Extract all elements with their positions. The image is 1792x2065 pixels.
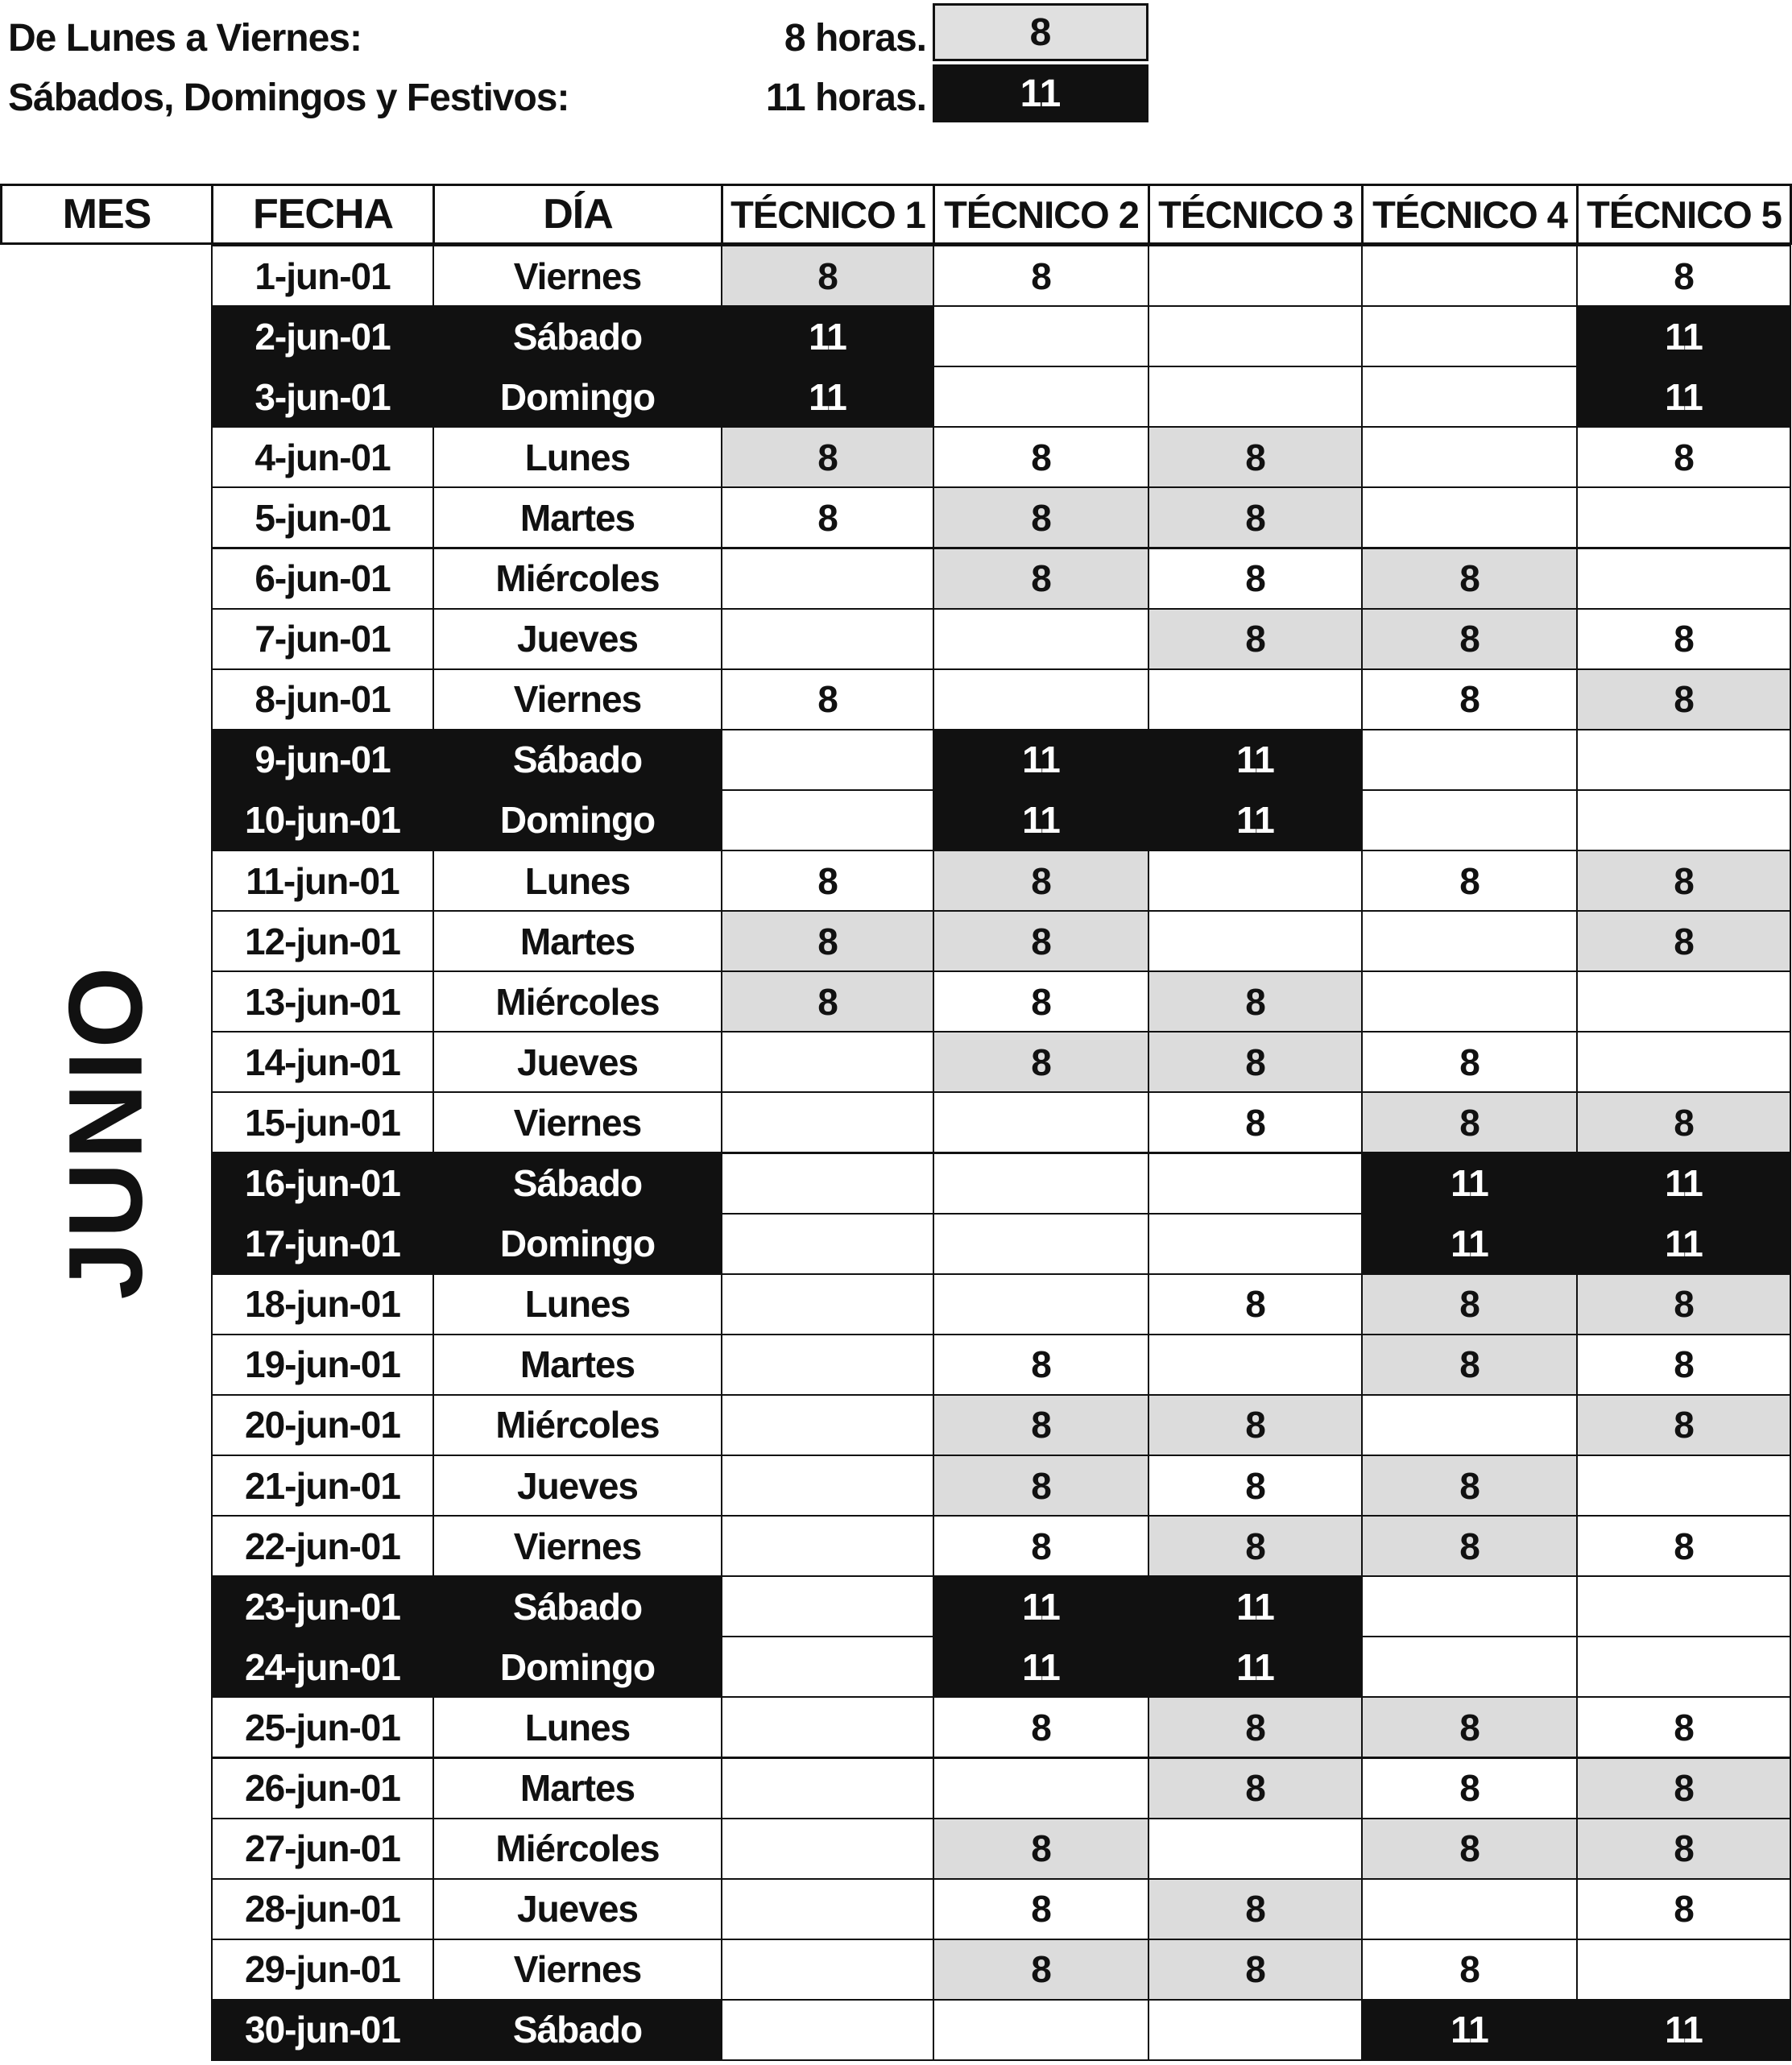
tecnico-2-hours-cell: 8 [933,548,1149,610]
tecnico-3-hours-cell: 8 [1148,1394,1363,1456]
fecha-cell: 27-jun-01 [211,1818,434,1880]
tecnico-3-hours-cell: 8 [1148,1455,1363,1517]
header-tecnico-5: TÉCNICO 5 [1576,184,1792,245]
legend-weekday-hours: 8 horas. [784,17,926,60]
tecnico-5-hours-cell: 8 [1576,1091,1791,1153]
dia-cell: Martes [432,910,722,972]
tecnico-1-hours-cell: 8 [721,970,934,1032]
tecnico-2-hours-cell [933,305,1149,367]
fecha-cell: 30-jun-01 [211,1999,434,2061]
tecnico-3-hours-cell: 8 [1148,1696,1363,1758]
tecnico-5-hours-cell: 8 [1576,245,1791,307]
tecnico-2-hours-cell [933,1091,1149,1153]
tecnico-4-hours-cell: 8 [1361,1334,1578,1396]
header-tecnico-4: TÉCNICO 4 [1361,184,1579,245]
dia-cell: Miércoles [432,1394,722,1456]
tecnico-2-hours-cell: 11 [933,789,1149,851]
tecnico-4-hours-cell: 8 [1361,1818,1578,1880]
tecnico-5-hours-cell [1576,1031,1791,1093]
tecnico-4-hours-cell: 8 [1361,1515,1578,1577]
tecnico-4-hours-cell: 8 [1361,548,1578,610]
fecha-cell: 6-jun-01 [211,548,434,610]
tecnico-2-hours-cell [933,1273,1149,1335]
fecha-cell: 20-jun-01 [211,1394,434,1456]
dia-cell: Miércoles [432,1818,722,1880]
tecnico-5-hours-cell: 8 [1576,1394,1791,1456]
legend-weekday-label: De Lunes a Viernes: [8,17,362,60]
dia-cell: Viernes [432,245,722,307]
tecnico-4-hours-cell [1361,1394,1578,1456]
fecha-cell: 4-jun-01 [211,426,434,488]
tecnico-2-hours-cell [933,366,1149,428]
tecnico-4-hours-cell: 8 [1361,668,1578,730]
tecnico-1-hours-cell: 8 [721,245,934,307]
tecnico-4-hours-cell [1361,426,1578,488]
tecnico-4-hours-cell: 8 [1361,1939,1578,2001]
tecnico-5-hours-cell: 8 [1576,1757,1791,1819]
tecnico-1-hours-cell [721,1939,934,2001]
tecnico-1-hours-cell [721,1394,934,1456]
tecnico-3-hours-cell: 11 [1148,729,1363,791]
dia-cell: Viernes [432,1091,722,1153]
dia-cell: Domingo [432,1213,722,1275]
tecnico-4-hours-cell: 8 [1361,1091,1578,1153]
tecnico-3-hours-cell [1148,668,1363,730]
tecnico-1-hours-cell [721,1818,934,1880]
tecnico-5-hours-cell: 11 [1576,366,1791,428]
tecnico-2-hours-cell [933,1213,1149,1275]
tecnico-3-hours-cell: 8 [1148,608,1363,670]
tecnico-1-hours-cell: 8 [721,850,934,912]
tecnico-3-hours-cell: 8 [1148,1757,1363,1819]
tecnico-4-hours-cell [1361,970,1578,1032]
fecha-cell: 9-jun-01 [211,729,434,791]
fecha-cell: 7-jun-01 [211,608,434,670]
tecnico-5-hours-cell: 11 [1576,305,1791,367]
dia-cell: Lunes [432,850,722,912]
tecnico-3-hours-cell: 8 [1148,1939,1363,2001]
dia-cell: Domingo [432,1636,722,1698]
tecnico-3-hours-cell: 8 [1148,1091,1363,1153]
tecnico-5-hours-cell: 8 [1576,1878,1791,1940]
tecnico-3-hours-cell [1148,305,1363,367]
tecnico-2-hours-cell [933,1999,1149,2061]
tecnico-1-hours-cell [721,1334,934,1396]
dia-cell: Sábado [432,729,722,791]
tecnico-2-hours-cell: 8 [933,1455,1149,1517]
legend-weekend-hours: 11 horas. [765,77,926,119]
tecnico-5-hours-cell: 8 [1576,1696,1791,1758]
tecnico-5-hours-cell [1576,970,1791,1032]
tecnico-5-hours-cell [1576,1575,1791,1637]
header-mes: MES [0,184,213,245]
tecnico-5-hours-cell: 8 [1576,426,1791,488]
tecnico-4-hours-cell: 8 [1361,1273,1578,1335]
tecnico-3-hours-cell: 8 [1148,548,1363,610]
tecnico-3-hours-cell [1148,245,1363,307]
dia-cell: Jueves [432,1878,722,1940]
tecnico-2-hours-cell: 11 [933,1636,1149,1698]
fecha-cell: 23-jun-01 [211,1575,434,1637]
fecha-cell: 26-jun-01 [211,1757,434,1819]
tecnico-2-hours-cell: 8 [933,970,1149,1032]
fecha-cell: 14-jun-01 [211,1031,434,1093]
fecha-cell: 29-jun-01 [211,1939,434,2001]
tecnico-3-hours-cell: 8 [1148,426,1363,488]
tecnico-3-hours-cell: 8 [1148,970,1363,1032]
tecnico-2-hours-cell: 8 [933,1394,1149,1456]
tecnico-2-hours-cell: 8 [933,1939,1149,2001]
tecnico-2-hours-cell: 8 [933,486,1149,548]
fecha-cell: 10-jun-01 [211,789,434,851]
dia-cell: Sábado [432,1575,722,1637]
tecnico-1-hours-cell [721,1757,934,1819]
tecnico-2-hours-cell: 11 [933,1575,1149,1637]
dia-cell: Viernes [432,1939,722,2001]
dia-cell: Jueves [432,1031,722,1093]
fecha-cell: 12-jun-01 [211,910,434,972]
header-tecnico-1: TÉCNICO 1 [721,184,935,245]
tecnico-2-hours-cell: 8 [933,850,1149,912]
tecnico-4-hours-cell: 11 [1361,1213,1578,1275]
tecnico-5-hours-cell [1576,1455,1791,1517]
tecnico-1-hours-cell [721,1455,934,1517]
tecnico-5-hours-cell: 11 [1576,1213,1791,1275]
dia-cell: Sábado [432,1153,722,1215]
tecnico-3-hours-cell [1148,1213,1363,1275]
dia-cell: Martes [432,486,722,548]
fecha-cell: 2-jun-01 [211,305,434,367]
tecnico-2-hours-cell: 8 [933,1878,1149,1940]
tecnico-1-hours-cell: 8 [721,486,934,548]
fecha-cell: 1-jun-01 [211,245,434,307]
fecha-cell: 22-jun-01 [211,1515,434,1577]
tecnico-1-hours-cell: 8 [721,426,934,488]
tecnico-4-hours-cell: 8 [1361,608,1578,670]
tecnico-3-hours-cell: 8 [1148,486,1363,548]
fecha-cell: 18-jun-01 [211,1273,434,1335]
tecnico-1-hours-cell [721,1696,934,1758]
tecnico-5-hours-cell: 8 [1576,1515,1791,1577]
tecnico-3-hours-cell: 11 [1148,789,1363,851]
dia-cell: Sábado [432,1999,722,2061]
header-fecha: FECHA [211,184,435,245]
tecnico-1-hours-cell [721,1153,934,1215]
tecnico-4-hours-cell: 8 [1361,1757,1578,1819]
tecnico-4-hours-cell [1361,1575,1578,1637]
tecnico-4-hours-cell [1361,245,1578,307]
tecnico-5-hours-cell [1576,1939,1791,2001]
tecnico-3-hours-cell: 11 [1148,1575,1363,1637]
tecnico-4-hours-cell: 8 [1361,1696,1578,1758]
fecha-cell: 8-jun-01 [211,668,434,730]
dia-cell: Viernes [432,668,722,730]
month-label [0,930,211,1333]
tecnico-2-hours-cell [933,668,1149,730]
tecnico-2-hours-cell: 8 [933,1515,1149,1577]
fecha-cell: 25-jun-01 [211,1696,434,1758]
tecnico-5-hours-cell: 8 [1576,910,1791,972]
tecnico-2-hours-cell: 8 [933,1031,1149,1093]
tecnico-2-hours-cell: 8 [933,1818,1149,1880]
tecnico-3-hours-cell: 8 [1148,1515,1363,1577]
dia-cell: Lunes [432,426,722,488]
fecha-cell: 3-jun-01 [211,366,434,428]
tecnico-1-hours-cell [721,548,934,610]
tecnico-5-hours-cell [1576,1636,1791,1698]
tecnico-2-hours-cell: 8 [933,245,1149,307]
tecnico-2-hours-cell: 8 [933,1334,1149,1396]
tecnico-2-hours-cell: 11 [933,729,1149,791]
tecnico-3-hours-cell [1148,366,1363,428]
dia-cell: Jueves [432,608,722,670]
dia-cell: Martes [432,1334,722,1396]
dia-cell: Viernes [432,1515,722,1577]
header-tecnico-3: TÉCNICO 3 [1148,184,1364,245]
legend-weekend-label: Sábados, Domingos y Festivos: [8,77,569,119]
dia-cell: Miércoles [432,970,722,1032]
tecnico-2-hours-cell: 8 [933,1696,1149,1758]
tecnico-3-hours-cell [1148,1153,1363,1215]
tecnico-2-hours-cell [933,608,1149,670]
tecnico-1-hours-cell [721,729,934,791]
fecha-cell: 5-jun-01 [211,486,434,548]
tecnico-2-hours-cell: 8 [933,426,1149,488]
dia-cell: Domingo [432,789,722,851]
tecnico-5-hours-cell [1576,548,1791,610]
tecnico-3-hours-cell [1148,1999,1363,2061]
dia-cell: Jueves [432,1455,722,1517]
tecnico-4-hours-cell [1361,486,1578,548]
tecnico-5-hours-cell: 11 [1576,1999,1791,2061]
fecha-cell: 15-jun-01 [211,1091,434,1153]
tecnico-1-hours-cell [721,1213,934,1275]
tecnico-3-hours-cell [1148,850,1363,912]
tecnico-4-hours-cell [1361,1636,1578,1698]
tecnico-5-hours-cell: 8 [1576,1334,1791,1396]
tecnico-1-hours-cell [721,1636,934,1698]
tecnico-5-hours-cell [1576,789,1791,851]
tecnico-5-hours-cell [1576,729,1791,791]
fecha-cell: 21-jun-01 [211,1455,434,1517]
dia-cell: Lunes [432,1273,722,1335]
tecnico-1-hours-cell: 11 [721,305,934,367]
tecnico-1-hours-cell [721,608,934,670]
dia-cell: Miércoles [432,548,722,610]
tecnico-1-hours-cell: 8 [721,910,934,972]
tecnico-5-hours-cell: 8 [1576,1818,1791,1880]
tecnico-3-hours-cell [1148,1334,1363,1396]
legend-weekday-swatch: 8 [933,3,1148,61]
tecnico-4-hours-cell: 11 [1361,1999,1578,2061]
tecnico-1-hours-cell: 8 [721,668,934,730]
tecnico-1-hours-cell [721,1515,934,1577]
tecnico-4-hours-cell: 8 [1361,1031,1578,1093]
tecnico-3-hours-cell: 8 [1148,1878,1363,1940]
tecnico-1-hours-cell: 11 [721,366,934,428]
tecnico-3-hours-cell: 8 [1148,1031,1363,1093]
tecnico-1-hours-cell [721,1575,934,1637]
tecnico-3-hours-cell [1148,910,1363,972]
tecnico-1-hours-cell [721,1999,934,2061]
fecha-cell: 28-jun-01 [211,1878,434,1940]
tecnico-5-hours-cell: 8 [1576,1273,1791,1335]
fecha-cell: 13-jun-01 [211,970,434,1032]
tecnico-2-hours-cell [933,1153,1149,1215]
legend-weekend-swatch: 11 [933,64,1148,122]
header-dia: DÍA [432,184,723,245]
tecnico-5-hours-cell: 11 [1576,1153,1791,1215]
tecnico-4-hours-cell [1361,1878,1578,1940]
tecnico-4-hours-cell: 11 [1361,1153,1578,1215]
tecnico-5-hours-cell [1576,486,1791,548]
tecnico-4-hours-cell [1361,910,1578,972]
tecnico-2-hours-cell: 8 [933,910,1149,972]
tecnico-4-hours-cell: 8 [1361,1455,1578,1517]
dia-cell: Martes [432,1757,722,1819]
fecha-cell: 19-jun-01 [211,1334,434,1396]
tecnico-4-hours-cell [1361,789,1578,851]
fecha-cell: 16-jun-01 [211,1153,434,1215]
fecha-cell: 24-jun-01 [211,1636,434,1698]
tecnico-4-hours-cell [1361,366,1578,428]
dia-cell: Lunes [432,1696,722,1758]
tecnico-1-hours-cell [721,789,934,851]
header-tecnico-2: TÉCNICO 2 [933,184,1150,245]
tecnico-5-hours-cell: 8 [1576,668,1791,730]
tecnico-4-hours-cell [1361,305,1578,367]
month-label-text: JUNIO [47,963,164,1301]
tecnico-1-hours-cell [721,1091,934,1153]
tecnico-5-hours-cell: 8 [1576,850,1791,912]
tecnico-2-hours-cell [933,1757,1149,1819]
tecnico-3-hours-cell: 8 [1148,1273,1363,1335]
fecha-cell: 11-jun-01 [211,850,434,912]
fecha-cell: 17-jun-01 [211,1213,434,1275]
tecnico-3-hours-cell: 11 [1148,1636,1363,1698]
tecnico-4-hours-cell [1361,729,1578,791]
tecnico-1-hours-cell [721,1878,934,1940]
dia-cell: Domingo [432,366,722,428]
tecnico-5-hours-cell: 8 [1576,608,1791,670]
tecnico-1-hours-cell [721,1273,934,1335]
dia-cell: Sábado [432,305,722,367]
tecnico-4-hours-cell: 8 [1361,850,1578,912]
tecnico-3-hours-cell [1148,1818,1363,1880]
tecnico-1-hours-cell [721,1031,934,1093]
